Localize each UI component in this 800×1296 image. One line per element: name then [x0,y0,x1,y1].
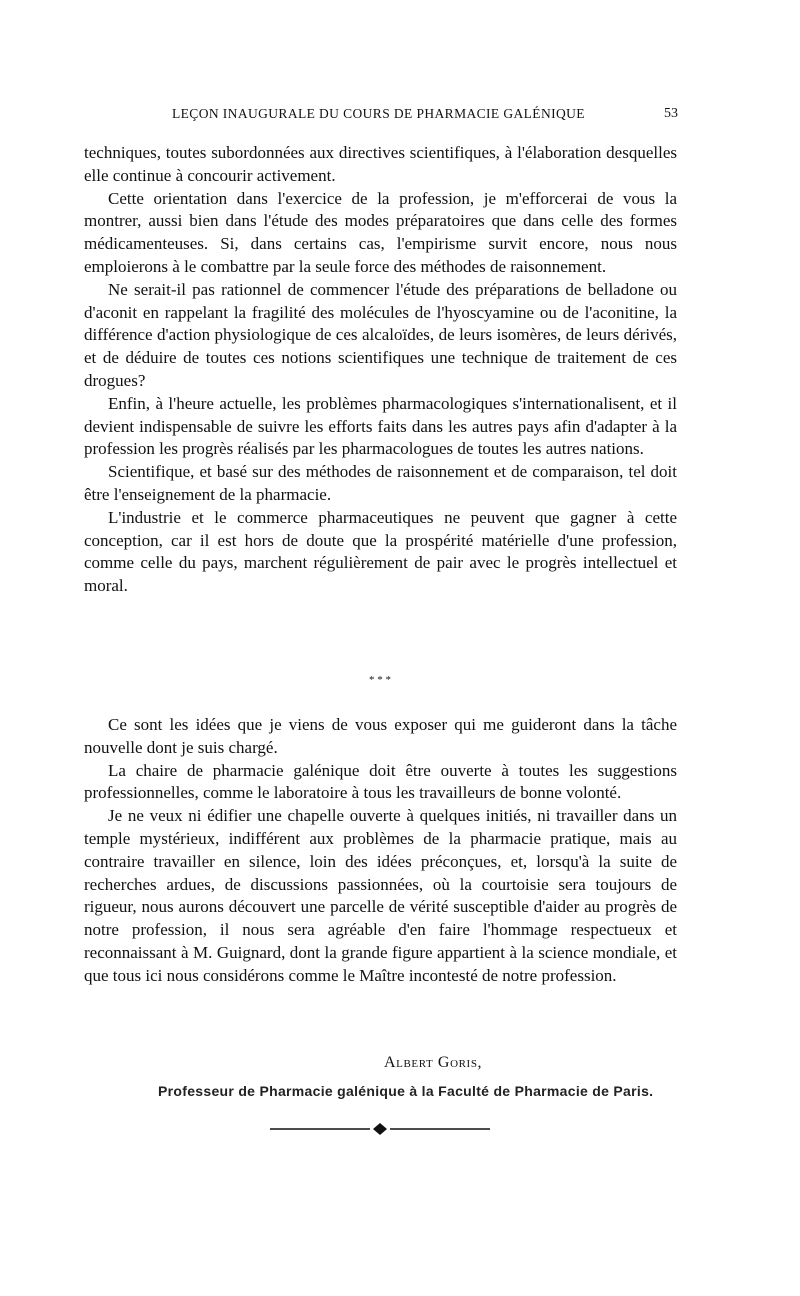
paragraph: L'industrie et le commerce pharmaceutiques ne peuvent que gagner à cette conception, car il est hors de doute que la prospérité matérielle d'une profession, comme celle du pays, marchent régulièrement de pair avec le progrès intellectuel et moral. [84,507,677,596]
paragraph: Je ne veux ni édifier une chapelle ouverte à quelques initiés, ni travailler dans un temple mystérieux, indifférent aux problèmes de la pharmacie pratique, mais au contraire travailler en silence, loin des idées préconçues, et, lorsqu'à la suite de recherches ardues, de discussions passionnées, où la courtoisie sera toujours de rigueur, nous aurons découvert une parcelle de vérité susceptible d'aider au progrès de notre profession, il nous sera agréable d'en faire l'hommage respectueux et reconnaissant à M. Guignard, dont la grande figure appartient à la science mondiale, et que tous ici nous considérons comme le Maître incontesté de notre profession. [84,806,677,985]
running-title: LEÇON INAUGURALE DU COURS DE PHARMACIE GALÉNIQUE [172,106,585,121]
asterism [360,676,400,685]
body-text-first-section [84,142,677,598]
running-head [84,106,684,126]
paragraph: Ne serait-il pas rationnel de commencer l'étude des préparations de belladone ou d'aconit en rappelant la fragilité des molécules de l'hyoscyamine ou de l'aconitine, la différence d'action physiologique de ces alcaloïdes, de leurs isomères, de leurs dérivés, et de déduire de toutes ces notions scientifiques une technique de traitement de ces drogues? [84,279,677,390]
author-signature: Albert Goris, [384,1054,483,1071]
paragraph: techniques, toutes subordonnées aux directives scientifiques, à l'élaboration desquelles elle continue à concourir activement. [84,143,677,185]
author-affiliation: Professeur de Pharmacie galénique à la Faculté de Pharmacie de Paris. [158,1083,654,1099]
page-number: 53 [664,106,678,121]
section-break [84,676,677,706]
diamond-rule-ornament [270,1122,490,1136]
paragraph: Scientifique, et basé sur des méthodes de raisonnement et de comparaison, tel doit être l'enseignement de la pharmacie. [84,462,677,504]
paragraph: Cette orientation dans l'exercice de la profession, je m'efforcerai de vous la montrer, aussi bien dans l'étude des modes préparatoires que dans celle des formes médicamenteuses. Si, dans certains cas, l'empirisme survit encore, nous nous emploierons à le combattre par la seule force des méthodes de raisonnement. [84,188,677,276]
paragraph: Ce sont les idées que je viens de vous exposer qui me guideront dans la tâche nouvelle dont je suis chargé. [84,715,677,757]
body-text-second-section [84,714,677,988]
asterism-text: * * * [369,674,391,686]
paragraph: Enfin, à l'heure actuelle, les problèmes pharmacologiques s'internationalisent, et il devient indispensable de suivre les efforts faits dans les autres pays afin d'adapter à la profession les progrès réalisés par les pharmacologues de toutes les autres nations. [84,393,677,459]
paragraph: La chaire de pharmacie galénique doit être ouverte à toutes les suggestions professionnelles, comme le laboratoire à tous les travailleurs de bonne volonté. [84,760,677,803]
